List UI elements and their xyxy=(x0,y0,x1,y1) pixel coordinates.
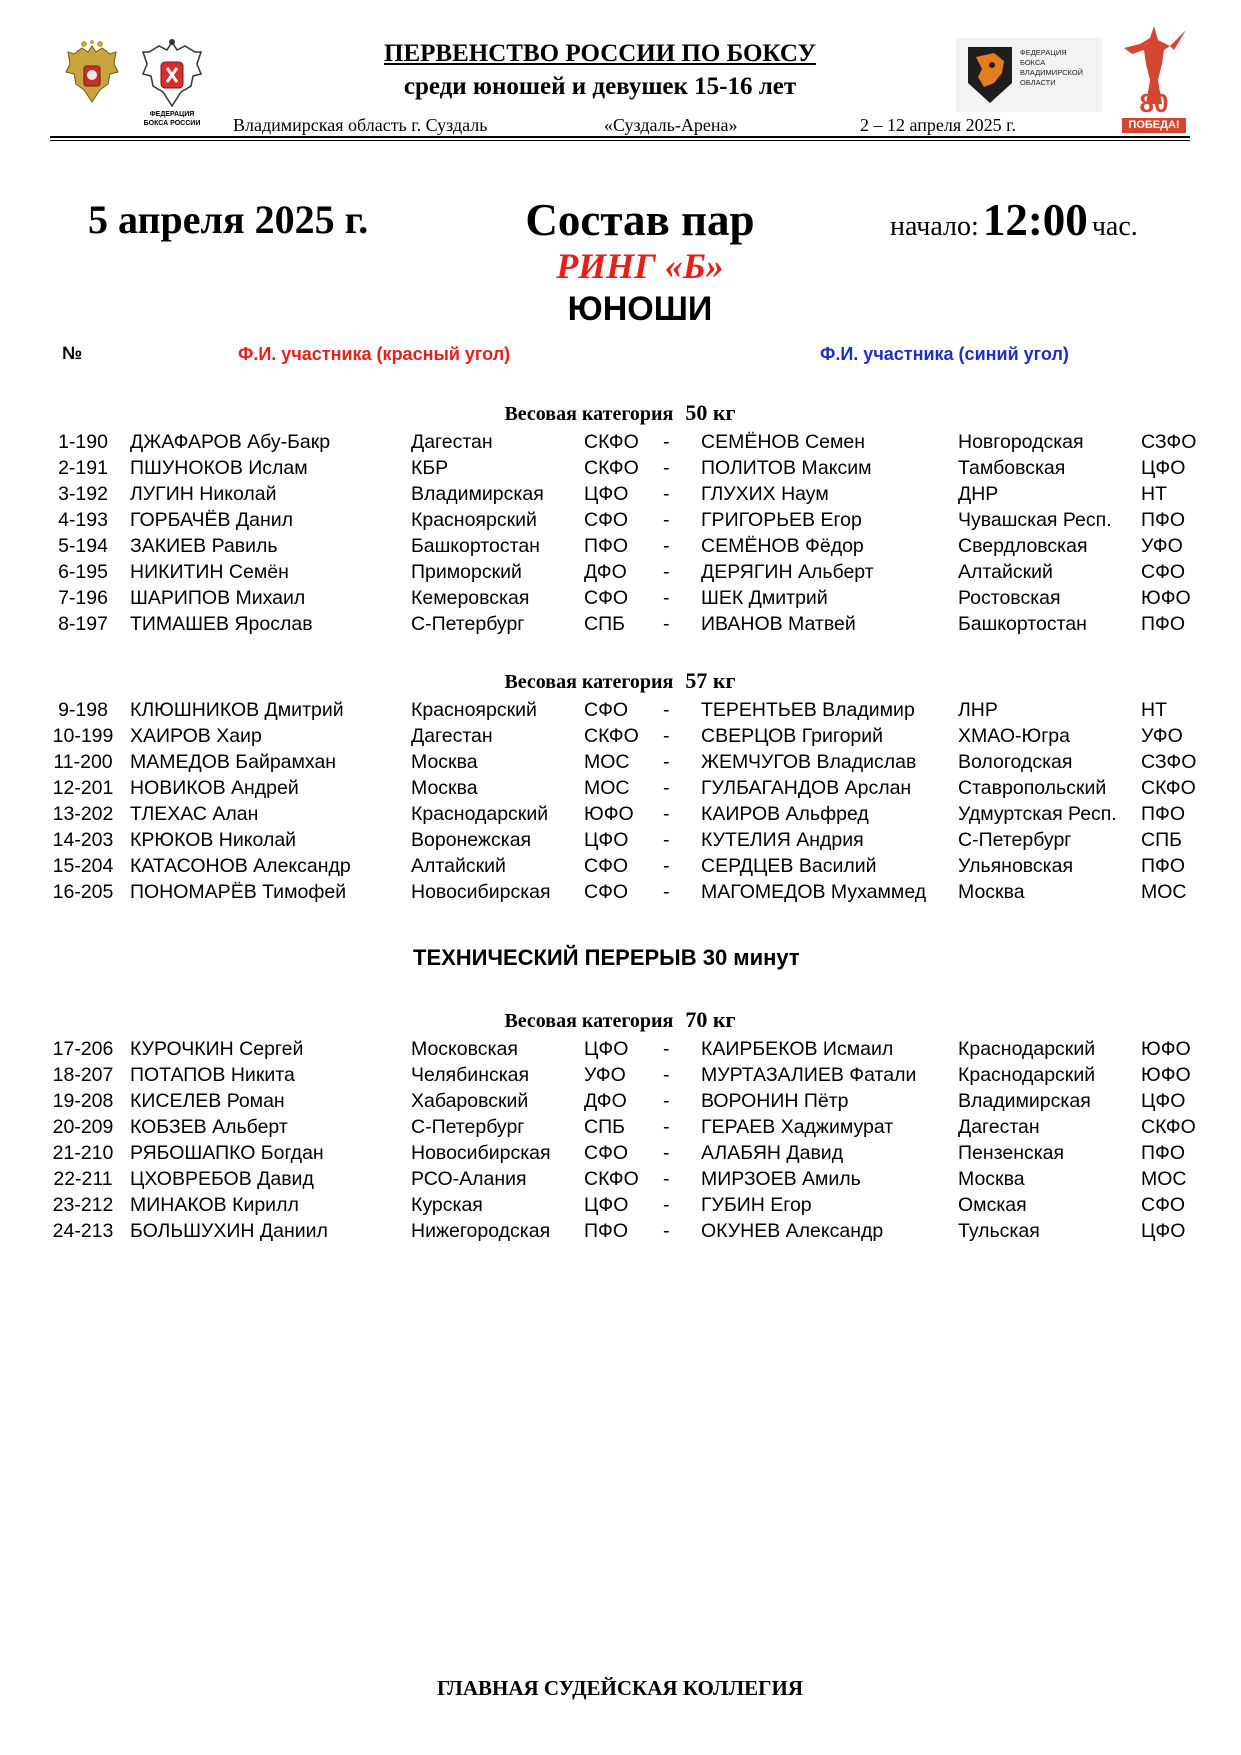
bout-row xyxy=(0,1114,1241,1140)
bout-row xyxy=(0,697,1241,723)
bout-separator: - xyxy=(663,829,670,851)
bout-number: 22-211 xyxy=(53,1168,113,1190)
bout-separator: - xyxy=(663,1142,670,1164)
blue-corner-name: ПОЛИТОВ Максим xyxy=(701,457,872,479)
bout-row xyxy=(0,1088,1241,1114)
red-corner-name: НОВИКОВ Андрей xyxy=(130,777,299,799)
red-corner-district: СФО xyxy=(584,509,629,531)
bout-separator: - xyxy=(663,457,670,479)
blue-corner-region: Москва xyxy=(958,1168,1025,1190)
red-corner-region: Красноярский xyxy=(411,509,537,531)
bout-row xyxy=(0,775,1241,801)
vladimir-boxing-federation-logo xyxy=(956,38,1102,112)
red-corner-district: СКФО xyxy=(584,431,639,453)
blue-corner-region: Дагестан xyxy=(958,1116,1040,1138)
red-corner-name: БОЛЬШУХИН Даниил xyxy=(130,1220,328,1242)
bout-number: 10-199 xyxy=(52,725,114,747)
red-corner-region: Красноярский xyxy=(411,699,537,721)
red-corner-name: ЦХОВРЕБОВ Давид xyxy=(130,1168,314,1190)
bout-separator: - xyxy=(663,535,670,557)
bout-number: 21-210 xyxy=(52,1142,114,1164)
weight-category-heading xyxy=(300,668,940,694)
bout-separator: - xyxy=(663,725,670,747)
column-blue-corner-header: Ф.И. участника (синий угол) xyxy=(820,344,1069,364)
red-corner-region: Алтайский xyxy=(411,855,506,877)
blue-corner-region: Пензенская xyxy=(958,1142,1065,1164)
red-corner-name: ПОТАПОВ Никита xyxy=(130,1064,295,1086)
bout-row xyxy=(0,1062,1241,1088)
blue-corner-name: КУТЕЛИЯ Андрия xyxy=(701,829,864,851)
group-label: ЮНОШИ xyxy=(567,290,713,328)
blue-corner-name: ШЕК Дмитрий xyxy=(701,587,828,609)
weight-category-label: Весовая категория xyxy=(504,403,674,425)
blue-corner-region: Тульская xyxy=(958,1220,1040,1242)
blue-corner-region: Краснодарский xyxy=(958,1038,1096,1060)
red-corner-region: С-Петербург xyxy=(411,613,525,635)
ring-label: РИНГ «Б» xyxy=(556,246,724,286)
bout-number: 12-201 xyxy=(52,777,114,799)
regional-caption-2: БОКСА xyxy=(1020,58,1046,67)
red-corner-name: КЛЮШНИКОВ Дмитрий xyxy=(130,699,344,721)
blue-corner-region: Москва xyxy=(958,881,1025,903)
bout-separator: - xyxy=(663,1168,670,1190)
blue-corner-region: Ростовская xyxy=(958,587,1061,609)
blue-corner-name: СЕРДЦЕВ Василий xyxy=(701,855,877,877)
bout-number: 6-195 xyxy=(58,561,108,583)
bout-separator: - xyxy=(663,1220,670,1242)
technical-break: ТЕХНИЧЕСКИЙ ПЕРЕРЫВ 30 минут xyxy=(413,945,800,970)
header-divider-thin xyxy=(50,140,1190,141)
red-corner-name: КРЮКОВ Николай xyxy=(130,829,297,851)
blue-corner-name: МУРТАЗАЛИЕВ Фатали xyxy=(701,1064,917,1086)
bout-number: 16-205 xyxy=(52,881,114,903)
bout-number: 18-207 xyxy=(52,1064,114,1086)
bout-row xyxy=(0,507,1241,533)
weight-category-value: 50 кг xyxy=(685,400,736,425)
bout-row xyxy=(0,559,1241,585)
blue-corner-region: Ставропольский xyxy=(958,777,1107,799)
regional-caption-1: ФЕДЕРАЦИЯ xyxy=(1020,48,1067,57)
weight-category-value: 57 кг xyxy=(685,668,736,693)
start-unit: час. xyxy=(1091,211,1138,242)
red-corner-district: ДФО xyxy=(584,1090,627,1112)
red-corner-name: КИСЕЛЕВ Роман xyxy=(130,1090,285,1112)
red-corner-district: СФО xyxy=(584,855,629,877)
bout-row xyxy=(0,455,1241,481)
red-corner-region: Дагестан xyxy=(411,725,493,747)
red-corner-district: ЦФО xyxy=(584,829,629,851)
blue-corner-name: ЖЕМЧУГОВ Владислав xyxy=(701,751,917,773)
blue-corner-district: ПФО xyxy=(1141,613,1186,635)
blue-corner-name: ДЕРЯГИН Альберт xyxy=(701,561,874,583)
blue-corner-region: Свердловская xyxy=(958,535,1088,557)
blue-corner-name: ГЛУХИХ Наум xyxy=(701,483,829,505)
bout-row xyxy=(0,1166,1241,1192)
blue-corner-district: ПФО xyxy=(1141,803,1186,825)
bout-row xyxy=(0,481,1241,507)
event-dates: 2 – 12 апреля 2025 г. xyxy=(860,115,1016,135)
blue-corner-region: Владимирская xyxy=(958,1090,1091,1112)
column-red-corner-header: Ф.И. участника (красный угол) xyxy=(238,344,511,364)
blue-corner-district: ЦФО xyxy=(1141,1220,1186,1242)
red-corner-name: ПОНОМАРЁВ Тимофей xyxy=(130,881,347,903)
red-corner-name: ПШУНОКОВ Ислам xyxy=(130,457,308,479)
red-corner-name: ХАИРОВ Хаир xyxy=(130,725,262,747)
boxing-federation-russia-logo xyxy=(137,38,207,132)
blue-corner-name: ВОРОНИН Пётр xyxy=(701,1090,849,1112)
bout-number: 15-204 xyxy=(52,855,114,877)
regional-caption-4: ОБЛАСТИ xyxy=(1020,78,1056,87)
bout-row xyxy=(0,533,1241,559)
bout-separator: - xyxy=(663,613,670,635)
blue-corner-name: КАИРБЕКОВ Исмаил xyxy=(701,1038,894,1060)
red-corner-region: Кемеровская xyxy=(411,587,530,609)
blue-corner-name: СЕМЁНОВ Фёдор xyxy=(701,535,864,557)
red-corner-region: РСО-Алания xyxy=(411,1168,527,1190)
page-title: Состав пар xyxy=(525,195,755,245)
red-corner-region: Курская xyxy=(411,1194,483,1216)
blue-corner-district: УФО xyxy=(1141,535,1183,557)
chief-judges-footer: ГЛАВНАЯ СУДЕЙСКАЯ КОЛЛЕГИЯ xyxy=(436,1676,804,1700)
federation-caption-2: БОКСА РОССИИ xyxy=(143,120,201,127)
blue-corner-district: СЗФО xyxy=(1141,431,1197,453)
red-corner-district: ЦФО xyxy=(584,1038,629,1060)
red-corner-district: МОС xyxy=(584,777,630,799)
blue-corner-region: ХМАО-Югра xyxy=(958,725,1070,747)
blue-corner-name: ГУБИН Егор xyxy=(701,1194,812,1216)
blue-corner-region: ДНР xyxy=(958,483,999,505)
blue-corner-district: СКФО xyxy=(1141,1116,1196,1138)
red-corner-district: СФО xyxy=(584,1142,629,1164)
red-corner-district: СПБ xyxy=(584,1116,625,1138)
bout-separator: - xyxy=(663,1116,670,1138)
bout-number: 23-212 xyxy=(52,1194,114,1216)
start-label: начало: xyxy=(890,211,979,242)
bout-separator: - xyxy=(663,751,670,773)
red-corner-name: ЛУГИН Николай xyxy=(130,483,277,505)
bout-number: 3-192 xyxy=(58,483,108,505)
red-corner-district: СФО xyxy=(584,699,629,721)
red-corner-name: ДЖАФАРОВ Абу-Бакр xyxy=(130,431,331,453)
start-time: 12:00 xyxy=(982,195,1088,245)
regional-caption-3: ВЛАДИМИРСКОЙ xyxy=(1020,68,1084,77)
weight-category-label: Весовая категория xyxy=(504,671,674,693)
blue-corner-district: СПБ xyxy=(1141,829,1182,851)
bout-row xyxy=(0,429,1241,455)
blue-corner-name: ТЕРЕНТЬЕВ Владимир xyxy=(701,699,915,721)
bout-separator: - xyxy=(663,509,670,531)
red-corner-region: Приморский xyxy=(411,561,522,583)
red-corner-name: КАТАСОНОВ Александр xyxy=(130,855,351,877)
event-location: Владимирская область г. Суздаль xyxy=(233,115,488,135)
bout-row xyxy=(0,853,1241,879)
russian-coat-of-arms-icon xyxy=(62,40,122,108)
bout-number: 8-197 xyxy=(58,613,108,635)
red-corner-name: НИКИТИН Семён xyxy=(130,561,289,583)
red-corner-region: Владимирская xyxy=(411,483,544,505)
bout-number: 5-194 xyxy=(58,535,108,557)
bout-number: 17-206 xyxy=(52,1038,114,1060)
blue-corner-region: ЛНР xyxy=(958,699,998,721)
bout-separator: - xyxy=(663,699,670,721)
blue-corner-region: Башкортостан xyxy=(958,613,1087,635)
red-corner-name: МАМЕДОВ Байрамхан xyxy=(130,751,337,773)
red-corner-region: Москва xyxy=(411,751,478,773)
red-corner-district: ДФО xyxy=(584,561,627,583)
red-corner-region: Новосибирская xyxy=(411,1142,551,1164)
blue-corner-district: УФО xyxy=(1141,725,1183,747)
victory-80-logo xyxy=(1118,24,1190,136)
bout-number: 11-200 xyxy=(53,751,113,773)
red-corner-region: Новосибирская xyxy=(411,881,551,903)
event-venue: «Суздаль-Арена» xyxy=(604,115,738,135)
blue-corner-name: СЕМЁНОВ Семен xyxy=(701,431,865,453)
red-corner-name: ЗАКИЕВ Равиль xyxy=(130,535,278,557)
red-corner-region: С-Петербург xyxy=(411,1116,525,1138)
bout-number: 7-196 xyxy=(58,587,108,609)
bout-number: 24-213 xyxy=(52,1220,114,1242)
red-corner-name: КОБЗЕВ Альберт xyxy=(130,1116,288,1138)
championship-title: ПЕРВЕНСТВО РОССИИ ПО БОКСУ xyxy=(384,40,816,67)
weight-category-value: 70 кг xyxy=(685,1007,736,1032)
red-corner-region: Челябинская xyxy=(411,1064,530,1086)
red-corner-district: СКФО xyxy=(584,725,639,747)
blue-corner-region: Новгородская xyxy=(958,431,1084,453)
red-corner-district: СФО xyxy=(584,587,629,609)
blue-corner-region: Чувашская Респ. xyxy=(958,509,1112,531)
blue-corner-district: МОС xyxy=(1141,881,1187,903)
red-corner-region: Башкортостан xyxy=(411,535,540,557)
blue-corner-region: Омская xyxy=(958,1194,1027,1216)
bout-separator: - xyxy=(663,561,670,583)
blue-corner-name: ИВАНОВ Матвей xyxy=(701,613,856,635)
red-corner-region: Нижегородская xyxy=(411,1220,551,1242)
bout-row xyxy=(0,749,1241,775)
red-corner-name: ТЛЕХАС Алан xyxy=(130,803,259,825)
bout-number: 19-208 xyxy=(52,1090,114,1112)
red-corner-region: Хабаровский xyxy=(411,1090,529,1112)
red-corner-region: Москва xyxy=(411,777,478,799)
red-corner-district: СКФО xyxy=(584,457,639,479)
blue-corner-district: ЦФО xyxy=(1141,457,1186,479)
bout-number: 9-198 xyxy=(58,699,108,721)
blue-corner-region: С-Петербург xyxy=(958,829,1072,851)
blue-corner-district: СКФО xyxy=(1141,777,1196,799)
blue-corner-region: Алтайский xyxy=(958,561,1053,583)
bout-separator: - xyxy=(663,881,670,903)
blue-corner-name: ОКУНЕВ Александр xyxy=(701,1220,884,1242)
blue-corner-district: ЮФО xyxy=(1141,1038,1191,1060)
blue-corner-district: ПФО xyxy=(1141,855,1186,877)
bout-separator: - xyxy=(663,1090,670,1112)
blue-corner-district: ЮФО xyxy=(1141,1064,1191,1086)
bout-number: 20-209 xyxy=(52,1116,114,1138)
blue-corner-name: ГУЛБАГАНДОВ Арслан xyxy=(701,777,912,799)
red-corner-district: ЦФО xyxy=(584,483,629,505)
bout-separator: - xyxy=(663,587,670,609)
blue-corner-district: СЗФО xyxy=(1141,751,1197,773)
red-corner-name: ШАРИПОВ Михаил xyxy=(130,587,306,609)
red-corner-name: ГОРБАЧЁВ Данил xyxy=(130,509,294,531)
red-corner-region: Краснодарский xyxy=(411,803,549,825)
victory-number: 80 xyxy=(1139,88,1169,118)
weight-category-label: Весовая категория xyxy=(504,1010,674,1032)
blue-corner-district: ПФО xyxy=(1141,1142,1186,1164)
bout-row xyxy=(0,827,1241,853)
bout-separator: - xyxy=(663,777,670,799)
red-corner-district: СФО xyxy=(584,881,629,903)
blue-corner-district: СФО xyxy=(1141,561,1186,583)
blue-corner-district: СФО xyxy=(1141,1194,1186,1216)
column-number-header: № xyxy=(62,343,83,363)
red-corner-name: КУРОЧКИН Сергей xyxy=(130,1038,304,1060)
bout-row xyxy=(0,1036,1241,1062)
bout-row xyxy=(0,1218,1241,1244)
federation-caption-1: ФЕДЕРАЦИЯ xyxy=(149,111,195,118)
blue-corner-district: МОС xyxy=(1141,1168,1187,1190)
bout-number: 13-202 xyxy=(52,803,114,825)
bout-separator: - xyxy=(663,855,670,877)
blue-corner-district: ЮФО xyxy=(1141,587,1191,609)
bout-row xyxy=(0,1192,1241,1218)
bout-separator: - xyxy=(663,803,670,825)
blue-corner-name: МАГОМЕДОВ Мухаммед xyxy=(701,881,927,903)
bout-number: 4-193 xyxy=(58,509,108,531)
blue-corner-region: Тамбовская xyxy=(958,457,1066,479)
bout-row xyxy=(0,1140,1241,1166)
red-corner-district: УФО xyxy=(584,1064,626,1086)
red-corner-district: ЮФО xyxy=(584,803,634,825)
bout-row xyxy=(0,801,1241,827)
weight-category-heading xyxy=(300,1007,940,1033)
bout-number: 2-191 xyxy=(58,457,108,479)
blue-corner-region: Удмуртская Респ. xyxy=(958,803,1117,825)
victory-word: ПОБЕДА! xyxy=(1122,118,1186,133)
blue-corner-region: Вологодская xyxy=(958,751,1073,773)
session-date: 5 апреля 2025 г. xyxy=(88,197,369,242)
red-corner-district: ПФО xyxy=(584,535,629,557)
bout-number: 14-203 xyxy=(52,829,114,851)
championship-subtitle: среди юношей и девушек 15-16 лет xyxy=(403,73,797,100)
bout-number: 1-190 xyxy=(58,431,108,453)
bout-separator: - xyxy=(663,1038,670,1060)
bout-separator: - xyxy=(663,431,670,453)
weight-category-heading xyxy=(300,400,940,426)
red-corner-district: СПБ xyxy=(584,613,625,635)
bout-row xyxy=(0,585,1241,611)
red-corner-name: МИНАКОВ Кирилл xyxy=(130,1194,299,1216)
header-divider xyxy=(50,136,1190,138)
red-corner-region: КБР xyxy=(411,457,449,479)
bout-separator: - xyxy=(663,1194,670,1216)
red-corner-region: Воронежская xyxy=(411,829,532,851)
bout-separator: - xyxy=(663,1064,670,1086)
blue-corner-name: СВЕРЦОВ Григорий xyxy=(701,725,884,747)
blue-corner-name: ГРИГОРЬЕВ Егор xyxy=(701,509,862,531)
red-corner-name: РЯБОШАПКО Богдан xyxy=(130,1142,324,1164)
red-corner-district: ПФО xyxy=(584,1220,629,1242)
red-corner-region: Московская xyxy=(411,1038,518,1060)
bout-separator: - xyxy=(663,483,670,505)
red-corner-district: МОС xyxy=(584,751,630,773)
red-corner-name: ТИМАШЕВ Ярослав xyxy=(130,613,313,635)
bout-row xyxy=(0,723,1241,749)
blue-corner-name: ГЕРАЕВ Хаджимурат xyxy=(701,1116,894,1138)
red-corner-district: СКФО xyxy=(584,1168,639,1190)
blue-corner-district: ПФО xyxy=(1141,509,1186,531)
bout-row xyxy=(0,611,1241,637)
blue-corner-region: Ульяновская xyxy=(958,855,1074,877)
blue-corner-name: АЛАБЯН Давид xyxy=(701,1142,844,1164)
blue-corner-name: МИРЗОЕВ Амиль xyxy=(701,1168,861,1190)
start-time-block xyxy=(890,194,1138,246)
red-corner-region: Дагестан xyxy=(411,431,493,453)
red-corner-district: ЦФО xyxy=(584,1194,629,1216)
blue-corner-district: ЦФО xyxy=(1141,1090,1186,1112)
blue-corner-region: Краснодарский xyxy=(958,1064,1096,1086)
blue-corner-district: НТ xyxy=(1141,483,1167,505)
bout-row xyxy=(0,879,1241,905)
blue-corner-district: НТ xyxy=(1141,699,1167,721)
blue-corner-name: КАИРОВ Альфред xyxy=(701,803,869,825)
